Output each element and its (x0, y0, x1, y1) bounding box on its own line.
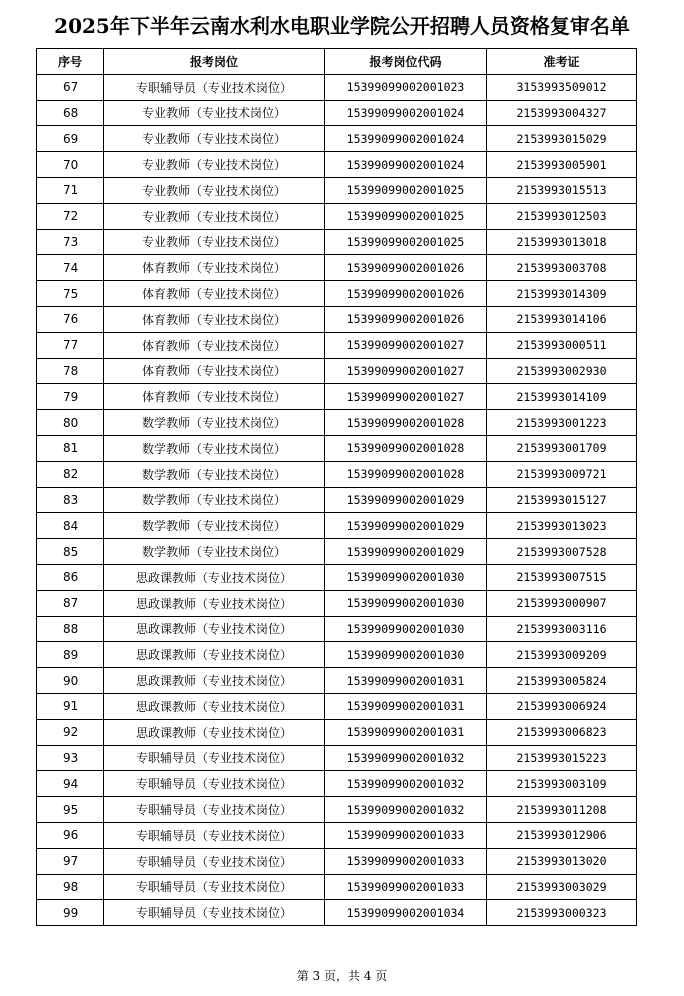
cell-position-code: 15399099002001030 (325, 590, 487, 616)
table-row (37, 668, 637, 694)
cell-ticket: 2153993015029 (487, 126, 637, 152)
cell-position-code: 15399099002001031 (325, 719, 487, 745)
table-row (37, 564, 637, 590)
cell-ticket: 2153993014109 (487, 384, 637, 410)
table-row (37, 255, 637, 281)
cell-position-code: 15399099002001029 (325, 513, 487, 539)
cell-seq: 73 (37, 229, 104, 255)
table-row (37, 358, 637, 384)
cell-ticket: 2153993009721 (487, 461, 637, 487)
table-row (37, 487, 637, 513)
cell-seq: 80 (37, 410, 104, 436)
cell-position-code: 15399099002001028 (325, 435, 487, 461)
cell-position-code: 15399099002001028 (325, 461, 487, 487)
cell-seq: 85 (37, 539, 104, 565)
cell-ticket: 2153993004327 (487, 100, 637, 126)
header-ticket: 准考证 (487, 49, 637, 75)
cell-position: 专业教师（专业技术岗位） (104, 177, 325, 203)
cell-seq: 72 (37, 203, 104, 229)
table-row (37, 74, 637, 100)
cell-ticket: 2153993001223 (487, 410, 637, 436)
cell-position: 专职辅导员（专业技术岗位） (104, 771, 325, 797)
cell-ticket: 2153993003708 (487, 255, 637, 281)
cell-seq: 90 (37, 668, 104, 694)
cell-seq: 75 (37, 281, 104, 307)
cell-ticket: 2153993006924 (487, 693, 637, 719)
cell-position: 专职辅导员（专业技术岗位） (104, 745, 325, 771)
cell-position: 专业教师（专业技术岗位） (104, 100, 325, 126)
cell-position-code: 15399099002001027 (325, 358, 487, 384)
table-row (37, 693, 637, 719)
cell-position: 思政课教师（专业技术岗位） (104, 642, 325, 668)
cell-position: 专业教师（专业技术岗位） (104, 203, 325, 229)
cell-ticket: 2153993014309 (487, 281, 637, 307)
cell-position: 体育教师（专业技术岗位） (104, 332, 325, 358)
cell-position-code: 15399099002001026 (325, 255, 487, 281)
cell-ticket: 2153993003029 (487, 874, 637, 900)
cell-position-code: 15399099002001027 (325, 332, 487, 358)
table-row (37, 771, 637, 797)
cell-position-code: 15399099002001029 (325, 487, 487, 513)
cell-position-code: 15399099002001027 (325, 384, 487, 410)
cell-ticket: 2153993000323 (487, 900, 637, 926)
cell-position: 专业教师（专业技术岗位） (104, 152, 325, 178)
cell-position-code: 15399099002001030 (325, 564, 487, 590)
table-row (37, 461, 637, 487)
cell-position-code: 15399099002001030 (325, 616, 487, 642)
cell-ticket: 2153993015223 (487, 745, 637, 771)
cell-position: 数学教师（专业技术岗位） (104, 410, 325, 436)
table-row (37, 797, 637, 823)
cell-position: 专业教师（专业技术岗位） (104, 126, 325, 152)
cell-ticket: 2153993000907 (487, 590, 637, 616)
table-row (37, 332, 637, 358)
cell-position-code: 15399099002001031 (325, 668, 487, 694)
cell-position: 数学教师（专业技术岗位） (104, 435, 325, 461)
cell-position-code: 15399099002001028 (325, 410, 487, 436)
header-position: 报考岗位 (104, 49, 325, 75)
cell-position: 体育教师（专业技术岗位） (104, 281, 325, 307)
cell-seq: 96 (37, 822, 104, 848)
cell-position: 专职辅导员（专业技术岗位） (104, 74, 325, 100)
table-row (37, 281, 637, 307)
cell-seq: 95 (37, 797, 104, 823)
page-footer: 第 3 页，共 4 页 (296, 969, 388, 983)
table-body (37, 74, 637, 925)
table-header-row (37, 49, 637, 75)
cell-ticket: 2153993015127 (487, 487, 637, 513)
cell-position-code: 15399099002001024 (325, 126, 487, 152)
cell-position: 思政课教师（专业技术岗位） (104, 719, 325, 745)
cell-ticket: 2153993003116 (487, 616, 637, 642)
cell-position: 思政课教师（专业技术岗位） (104, 693, 325, 719)
cell-position-code: 15399099002001032 (325, 797, 487, 823)
table-row (37, 126, 637, 152)
cell-position-code: 15399099002001033 (325, 822, 487, 848)
cell-seq: 79 (37, 384, 104, 410)
table-row (37, 384, 637, 410)
table-row (37, 100, 637, 126)
cell-position: 专职辅导员（专业技术岗位） (104, 822, 325, 848)
table-row (37, 642, 637, 668)
cell-seq: 84 (37, 513, 104, 539)
cell-ticket: 2153993005901 (487, 152, 637, 178)
table-row (37, 152, 637, 178)
cell-seq: 70 (37, 152, 104, 178)
cell-seq: 88 (37, 616, 104, 642)
candidate-table (36, 48, 637, 926)
cell-position: 思政课教师（专业技术岗位） (104, 668, 325, 694)
cell-ticket: 2153993012906 (487, 822, 637, 848)
table-row (37, 719, 637, 745)
cell-ticket: 2153993013018 (487, 229, 637, 255)
cell-seq: 69 (37, 126, 104, 152)
cell-ticket: 2153993005824 (487, 668, 637, 694)
table-row (37, 822, 637, 848)
table-row (37, 848, 637, 874)
cell-position-code: 15399099002001031 (325, 693, 487, 719)
cell-seq: 92 (37, 719, 104, 745)
cell-ticket: 2153993014106 (487, 306, 637, 332)
cell-seq: 91 (37, 693, 104, 719)
cell-position-code: 15399099002001033 (325, 848, 487, 874)
table-row (37, 177, 637, 203)
cell-position: 体育教师（专业技术岗位） (104, 306, 325, 332)
cell-position: 专职辅导员（专业技术岗位） (104, 900, 325, 926)
cell-position-code: 15399099002001025 (325, 203, 487, 229)
cell-position: 数学教师（专业技术岗位） (104, 513, 325, 539)
cell-seq: 76 (37, 306, 104, 332)
table-row (37, 616, 637, 642)
cell-position-code: 15399099002001032 (325, 771, 487, 797)
table-row (37, 513, 637, 539)
cell-seq: 89 (37, 642, 104, 668)
cell-position: 数学教师（专业技术岗位） (104, 461, 325, 487)
cell-position: 专业教师（专业技术岗位） (104, 229, 325, 255)
cell-ticket: 2153993000511 (487, 332, 637, 358)
table-row (37, 306, 637, 332)
table-row (37, 590, 637, 616)
cell-position: 数学教师（专业技术岗位） (104, 487, 325, 513)
table-row (37, 745, 637, 771)
cell-position: 数学教师（专业技术岗位） (104, 539, 325, 565)
cell-seq: 82 (37, 461, 104, 487)
table-row (37, 900, 637, 926)
cell-seq: 87 (37, 590, 104, 616)
table-row (37, 229, 637, 255)
cell-position-code: 15399099002001024 (325, 100, 487, 126)
cell-position: 思政课教师（专业技术岗位） (104, 616, 325, 642)
cell-seq: 77 (37, 332, 104, 358)
cell-seq: 78 (37, 358, 104, 384)
cell-position-code: 15399099002001024 (325, 152, 487, 178)
cell-seq: 68 (37, 100, 104, 126)
cell-position-code: 15399099002001025 (325, 177, 487, 203)
cell-seq: 74 (37, 255, 104, 281)
cell-ticket: 2153993009209 (487, 642, 637, 668)
table-row (37, 435, 637, 461)
cell-ticket: 2153993002930 (487, 358, 637, 384)
cell-ticket: 2153993003109 (487, 771, 637, 797)
cell-seq: 97 (37, 848, 104, 874)
cell-position: 专职辅导员（专业技术岗位） (104, 797, 325, 823)
cell-position-code: 15399099002001030 (325, 642, 487, 668)
cell-position: 专职辅导员（专业技术岗位） (104, 848, 325, 874)
cell-ticket: 2153993013020 (487, 848, 637, 874)
header-position-code: 报考岗位代码 (325, 49, 487, 75)
cell-seq: 98 (37, 874, 104, 900)
cell-position-code: 15399099002001032 (325, 745, 487, 771)
cell-seq: 94 (37, 771, 104, 797)
cell-position-code: 15399099002001023 (325, 74, 487, 100)
cell-ticket: 2153993001709 (487, 435, 637, 461)
table-row (37, 410, 637, 436)
cell-seq: 86 (37, 564, 104, 590)
cell-seq: 93 (37, 745, 104, 771)
cell-position: 思政课教师（专业技术岗位） (104, 564, 325, 590)
cell-seq: 81 (37, 435, 104, 461)
cell-ticket: 2153993011208 (487, 797, 637, 823)
table-row (37, 874, 637, 900)
cell-position-code: 15399099002001026 (325, 306, 487, 332)
cell-ticket: 2153993006823 (487, 719, 637, 745)
cell-position-code: 15399099002001033 (325, 874, 487, 900)
cell-seq: 71 (37, 177, 104, 203)
cell-position: 体育教师（专业技术岗位） (104, 384, 325, 410)
cell-position-code: 15399099002001026 (325, 281, 487, 307)
cell-position-code: 15399099002001034 (325, 900, 487, 926)
cell-position-code: 15399099002001025 (325, 229, 487, 255)
cell-seq: 99 (37, 900, 104, 926)
table-row (37, 539, 637, 565)
cell-ticket: 2153993013023 (487, 513, 637, 539)
cell-seq: 83 (37, 487, 104, 513)
table-row (37, 203, 637, 229)
cell-ticket: 2153993007528 (487, 539, 637, 565)
document-title: 2025年下半年云南水利水电职业学院公开招聘人员资格复审名单 (54, 14, 630, 38)
table-header (37, 49, 637, 75)
cell-position: 体育教师（专业技术岗位） (104, 255, 325, 281)
cell-ticket: 2153993012503 (487, 203, 637, 229)
cell-ticket: 2153993015513 (487, 177, 637, 203)
cell-ticket: 2153993007515 (487, 564, 637, 590)
cell-position: 思政课教师（专业技术岗位） (104, 590, 325, 616)
cell-position-code: 15399099002001029 (325, 539, 487, 565)
header-seq: 序号 (37, 49, 104, 75)
cell-seq: 67 (37, 74, 104, 100)
cell-position: 专职辅导员（专业技术岗位） (104, 874, 325, 900)
cell-ticket: 3153993509012 (487, 74, 637, 100)
cell-position: 体育教师（专业技术岗位） (104, 358, 325, 384)
